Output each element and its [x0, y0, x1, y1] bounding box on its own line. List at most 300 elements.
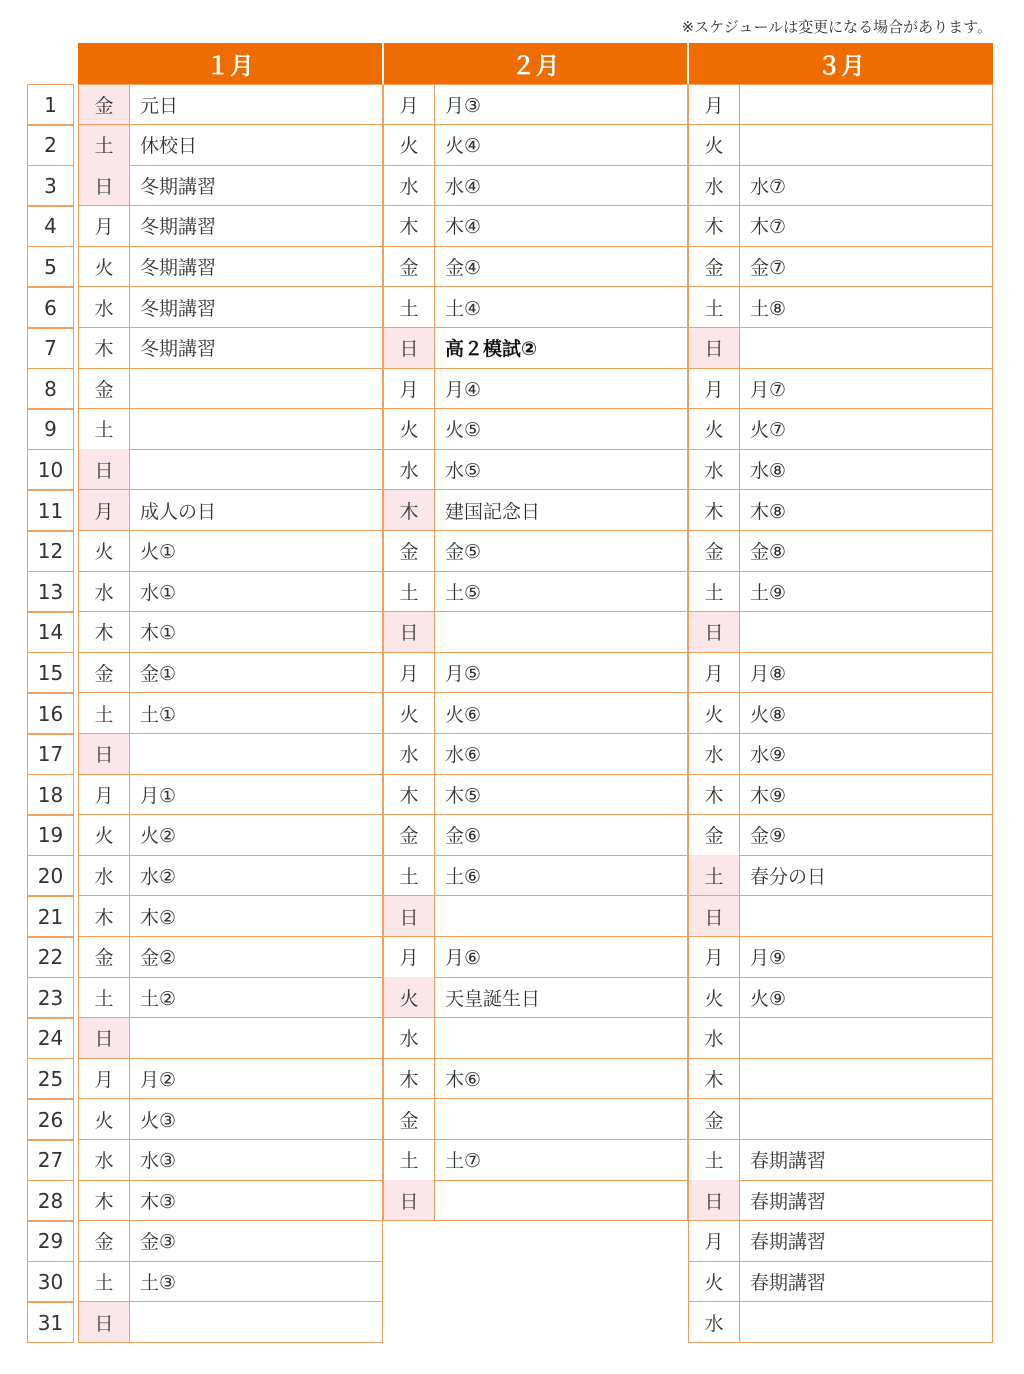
event-cell: 水⑧ [750, 459, 787, 482]
weekday-cell: 金 [384, 1099, 435, 1139]
weekday-cell: 木 [384, 1058, 435, 1098]
event-cell [435, 1099, 687, 1139]
event-cell: 火④ [445, 135, 482, 158]
calendar-row-mar [688, 1058, 993, 1099]
calendar-row-jan [78, 652, 383, 693]
event-cell: 月⑦ [750, 378, 787, 401]
weekday-cell: 月 [79, 206, 130, 246]
event-cell: 水④ [445, 175, 482, 198]
weekday-cell: 月 [689, 937, 740, 977]
weekday-cell: 木 [689, 774, 740, 814]
weekday-cell: 金 [79, 652, 130, 692]
weekday-cell: 火 [79, 531, 130, 571]
calendar-row-jan [78, 815, 383, 856]
day-number: 14 [27, 612, 74, 653]
calendar-row-feb [383, 125, 688, 166]
calendar-row-mar [688, 855, 993, 896]
day-number: 15 [27, 652, 74, 693]
calendar-row-jan [78, 612, 383, 653]
event-cell: 金③ [140, 1231, 177, 1254]
event-cell: 天皇誕生日 [445, 987, 541, 1010]
event-cell: 建国記念日 [445, 500, 541, 523]
calendar-row-mar [688, 206, 993, 247]
calendar-row-jan [78, 449, 383, 490]
calendar-row-jan [78, 1302, 383, 1343]
event-cell: 土④ [445, 297, 482, 320]
calendar-row-mar [688, 328, 993, 369]
weekday-cell: 土 [384, 571, 435, 611]
weekday-cell: 木 [689, 1058, 740, 1098]
weekday-cell: 金 [384, 531, 435, 571]
weekday-cell: 火 [79, 815, 130, 855]
weekday-cell: 日 [79, 734, 130, 774]
event-cell: 月⑤ [445, 662, 482, 685]
weekday-cell: 金 [79, 85, 130, 124]
event-cell: 金⑧ [750, 541, 787, 564]
event-cell: 水⑥ [445, 744, 482, 767]
event-cell: 土② [140, 987, 177, 1010]
weekday-cell: 月 [689, 1221, 740, 1261]
day-number: 9 [27, 409, 74, 450]
weekday-cell: 土 [79, 125, 130, 165]
weekday-cell: 土 [689, 287, 740, 327]
calendar-row-jan [78, 1058, 383, 1099]
event-cell: 火⑤ [445, 419, 482, 442]
weekday-cell: 木 [384, 490, 435, 530]
calendar-row-feb [383, 246, 688, 287]
event-cell: 春分の日 [750, 865, 827, 888]
calendar-row-jan [78, 490, 383, 531]
weekday-cell: 木 [79, 328, 130, 368]
calendar-row-feb [383, 206, 688, 247]
event-cell: 月① [140, 784, 177, 807]
calendar-row-jan [78, 977, 383, 1018]
calendar-row-jan [78, 368, 383, 409]
day-number: 5 [27, 246, 74, 287]
calendar-row-feb [383, 328, 688, 369]
weekday-cell: 火 [689, 409, 740, 449]
calendar-row-jan [78, 774, 383, 815]
calendar-row-mar [688, 734, 993, 775]
weekday-cell: 火 [79, 1099, 130, 1139]
event-cell [130, 734, 382, 774]
event-cell: 木① [140, 622, 177, 645]
event-cell: 冬期講習 [140, 175, 217, 198]
calendar-row-jan [78, 125, 383, 166]
event-cell [740, 1058, 992, 1098]
weekday-cell: 火 [79, 246, 130, 286]
calendar-row-mar [688, 693, 993, 734]
weekday-cell: 日 [384, 1180, 435, 1220]
event-cell [130, 449, 382, 489]
event-cell: 土③ [140, 1271, 177, 1294]
schedule-change-note: ※スケジュールは変更になる場合があります。 [681, 18, 992, 36]
event-cell: 木⑨ [750, 784, 787, 807]
weekday-cell: 木 [79, 1180, 130, 1220]
weekday-cell: 木 [79, 896, 130, 936]
calendar-row-feb [383, 1099, 688, 1140]
calendar-row-jan [78, 531, 383, 572]
event-cell: 月③ [445, 95, 482, 117]
weekday-cell: 水 [689, 1302, 740, 1342]
weekday-cell: 水 [689, 734, 740, 774]
weekday-cell: 日 [689, 612, 740, 652]
day-number: 23 [27, 977, 74, 1018]
weekday-cell: 木 [689, 490, 740, 530]
event-cell: 金⑦ [750, 256, 787, 279]
weekday-cell: 土 [79, 409, 130, 449]
event-cell: 土⑦ [445, 1150, 482, 1173]
calendar-row-jan [78, 1099, 383, 1140]
weekday-cell: 火 [689, 125, 740, 165]
event-cell: 木⑦ [750, 216, 787, 239]
event-cell: 火⑧ [750, 703, 787, 726]
weekday-cell: 日 [384, 896, 435, 936]
calendar-row-mar [688, 409, 993, 450]
calendar-row-mar [688, 1221, 993, 1262]
event-cell: 春期講習 [750, 1231, 827, 1254]
event-cell: 水① [140, 581, 177, 604]
weekday-cell: 月 [689, 368, 740, 408]
calendar-row-mar [688, 1261, 993, 1302]
day-number: 12 [27, 531, 74, 572]
calendar-row-feb [383, 1180, 688, 1221]
calendar-row-feb [383, 409, 688, 450]
event-cell: 春期講習 [750, 1150, 827, 1173]
weekday-cell: 土 [689, 855, 740, 895]
weekday-cell: 月 [384, 652, 435, 692]
calendar-row-feb [383, 815, 688, 856]
day-number: 16 [27, 693, 74, 734]
event-cell: 水⑨ [750, 744, 787, 767]
weekday-cell: 金 [689, 815, 740, 855]
weekday-cell: 日 [384, 328, 435, 368]
weekday-cell: 火 [689, 693, 740, 733]
weekday-cell: 水 [384, 1018, 435, 1058]
event-cell: 火② [140, 825, 177, 848]
weekday-cell: 月 [689, 652, 740, 692]
event-cell: 土① [140, 703, 177, 726]
event-cell [740, 1302, 992, 1342]
weekday-cell: 土 [79, 693, 130, 733]
event-cell [740, 896, 992, 936]
event-cell [740, 1018, 992, 1058]
event-cell [740, 125, 992, 165]
calendar-row-feb [383, 1140, 688, 1181]
calendar-row-jan [78, 693, 383, 734]
event-cell: 金⑥ [445, 825, 482, 848]
weekday-cell: 金 [79, 937, 130, 977]
weekday-cell: 火 [384, 409, 435, 449]
month-header-row [78, 43, 993, 84]
event-cell: 土⑤ [445, 581, 482, 604]
weekday-cell: 金 [79, 1221, 130, 1261]
calendar-row-feb [383, 977, 688, 1018]
event-cell: 冬期講習 [140, 338, 217, 361]
day-number: 26 [27, 1099, 74, 1140]
event-cell: 月⑧ [750, 662, 787, 685]
event-cell [435, 612, 687, 652]
weekday-cell: 金 [384, 815, 435, 855]
calendar-row-feb [383, 490, 688, 531]
calendar-row-mar [688, 449, 993, 490]
weekday-cell: 水 [384, 734, 435, 774]
event-cell: 木⑥ [445, 1068, 482, 1091]
event-cell: 冬期講習 [140, 216, 217, 239]
calendar-row-jan [78, 571, 383, 612]
calendar-row-feb [383, 84, 688, 125]
weekday-cell: 水 [689, 449, 740, 489]
weekday-cell: 土 [79, 1261, 130, 1301]
calendar-row-jan [78, 1140, 383, 1181]
calendar-row-mar [688, 652, 993, 693]
day-number: 11 [27, 490, 74, 531]
event-cell [740, 1099, 992, 1139]
calendar-row-mar [688, 1180, 993, 1221]
event-cell [130, 1302, 382, 1342]
event-cell: 火③ [140, 1109, 177, 1132]
weekday-cell: 金 [384, 246, 435, 286]
calendar-row-jan [78, 1018, 383, 1059]
calendar-row-mar [688, 1140, 993, 1181]
calendar-row-jan [78, 246, 383, 287]
day-number: 13 [27, 571, 74, 612]
event-cell: 水⑦ [750, 175, 787, 198]
day-number: 10 [27, 449, 74, 490]
weekday-cell: 土 [689, 571, 740, 611]
day-number: 28 [27, 1180, 74, 1221]
calendar-row-jan [78, 855, 383, 896]
weekday-cell: 土 [79, 977, 130, 1017]
event-cell: 土⑧ [750, 297, 787, 320]
calendar-row-mar [688, 815, 993, 856]
weekday-cell: 火 [384, 977, 435, 1017]
event-cell: 木④ [445, 216, 482, 239]
calendar-row-feb [383, 612, 688, 653]
day-number: 8 [27, 368, 74, 409]
event-cell: 金① [140, 662, 177, 685]
calendar-row-mar [688, 531, 993, 572]
calendar-row-feb [383, 449, 688, 490]
calendar-row-mar [688, 571, 993, 612]
calendar-row-feb [383, 531, 688, 572]
calendar-row-jan [78, 165, 383, 206]
event-cell: 火⑥ [445, 703, 482, 726]
event-cell [740, 328, 992, 368]
calendar-row-mar [688, 1302, 993, 1343]
calendar-row-mar [688, 246, 993, 287]
event-cell: 成人の日 [140, 500, 217, 523]
weekday-cell: 日 [79, 165, 130, 205]
calendar-row-mar [688, 774, 993, 815]
calendar-row-feb [383, 855, 688, 896]
weekday-cell: 水 [384, 165, 435, 205]
event-cell: 金⑨ [750, 825, 787, 848]
weekday-cell: 水 [79, 855, 130, 895]
weekday-cell: 日 [79, 449, 130, 489]
day-number: 4 [27, 206, 74, 247]
event-cell: 火⑨ [750, 987, 787, 1010]
event-cell: 木③ [140, 1190, 177, 1213]
calendar-row-mar [688, 490, 993, 531]
weekday-cell: 水 [689, 165, 740, 205]
calendar-row-jan [78, 896, 383, 937]
calendar-row-jan [78, 287, 383, 328]
calendar-row-feb [383, 1058, 688, 1099]
calendar-row-mar [688, 1018, 993, 1059]
event-cell: 高２模試② [445, 338, 538, 361]
event-cell: 月⑥ [445, 947, 482, 970]
calendar-row-mar [688, 977, 993, 1018]
day-number: 29 [27, 1221, 74, 1262]
weekday-cell: 日 [79, 1302, 130, 1342]
day-number: 6 [27, 287, 74, 328]
weekday-cell: 日 [79, 1018, 130, 1058]
calendar-row-feb [383, 734, 688, 775]
weekday-cell: 月 [384, 368, 435, 408]
weekday-cell: 日 [689, 328, 740, 368]
day-number: 20 [27, 855, 74, 896]
weekday-cell: 金 [689, 246, 740, 286]
calendar-row-mar [688, 937, 993, 978]
calendar-row-jan [78, 206, 383, 247]
day-number: 24 [27, 1018, 74, 1059]
event-cell: 月② [140, 1068, 177, 1091]
event-cell [130, 368, 382, 408]
weekday-cell: 土 [384, 287, 435, 327]
calendar-row-feb [383, 693, 688, 734]
calendar-row-jan [78, 734, 383, 775]
weekday-cell: 木 [384, 206, 435, 246]
event-cell: 元日 [140, 95, 179, 117]
weekday-cell: 水 [79, 1140, 130, 1180]
weekday-cell: 木 [384, 774, 435, 814]
weekday-cell: 水 [689, 1018, 740, 1058]
event-cell: 土⑥ [445, 865, 482, 888]
event-cell [740, 85, 992, 124]
event-cell: 月⑨ [750, 947, 787, 970]
day-number: 2 [27, 125, 74, 166]
calendar-row-feb [383, 1018, 688, 1059]
weekday-cell: 日 [689, 1180, 740, 1220]
weekday-cell: 月 [384, 85, 435, 124]
weekday-cell: 月 [689, 85, 740, 124]
month-header-feb: ２月 [384, 43, 687, 84]
event-cell: 春期講習 [750, 1271, 827, 1294]
weekday-cell: 水 [79, 287, 130, 327]
calendar-row-feb [383, 896, 688, 937]
event-cell: 木② [140, 906, 177, 929]
event-cell: 休校日 [140, 135, 198, 158]
event-cell [435, 896, 687, 936]
weekday-cell: 土 [384, 855, 435, 895]
day-number: 31 [27, 1302, 74, 1343]
day-number: 22 [27, 937, 74, 978]
day-number: 30 [27, 1261, 74, 1302]
day-number: 3 [27, 165, 74, 206]
weekday-cell: 日 [689, 896, 740, 936]
day-number: 17 [27, 734, 74, 775]
event-cell: 水③ [140, 1150, 177, 1173]
day-number: 27 [27, 1140, 74, 1181]
weekday-cell: 火 [384, 693, 435, 733]
weekday-cell: 金 [689, 1099, 740, 1139]
month-header-mar: ３月 [689, 43, 993, 84]
weekday-cell: 火 [689, 1261, 740, 1301]
calendar-row-jan [78, 1180, 383, 1221]
weekday-cell: 月 [384, 937, 435, 977]
weekday-cell: 土 [689, 1140, 740, 1180]
calendar-row-mar [688, 125, 993, 166]
event-cell [740, 612, 992, 652]
weekday-cell: 金 [689, 531, 740, 571]
calendar-row-feb [383, 368, 688, 409]
weekday-cell: 火 [689, 977, 740, 1017]
calendar-row-mar [688, 165, 993, 206]
event-cell: 春期講習 [750, 1190, 827, 1213]
calendar-row-mar [688, 1099, 993, 1140]
weekday-cell: 火 [384, 125, 435, 165]
calendar-row-jan [78, 937, 383, 978]
calendar-row-jan [78, 1221, 383, 1262]
calendar-row-jan [78, 328, 383, 369]
calendar-row-mar [688, 368, 993, 409]
calendar-row-feb [383, 571, 688, 612]
calendar-row-mar [688, 84, 993, 125]
weekday-cell: 水 [384, 449, 435, 489]
event-cell: 冬期講習 [140, 256, 217, 279]
day-number: 25 [27, 1058, 74, 1099]
event-cell: 木⑤ [445, 784, 482, 807]
calendar-row-feb [383, 287, 688, 328]
calendar-row-feb [383, 652, 688, 693]
weekday-cell: 木 [79, 612, 130, 652]
event-cell: 金④ [445, 256, 482, 279]
calendar-row-feb [383, 165, 688, 206]
calendar-row-jan [78, 84, 383, 125]
weekday-cell: 水 [79, 571, 130, 611]
calendar-row-feb [383, 774, 688, 815]
event-cell [130, 1018, 382, 1058]
calendar-row-feb [383, 937, 688, 978]
weekday-cell: 土 [384, 1140, 435, 1180]
event-cell: 火⑦ [750, 419, 787, 442]
calendar-row-jan [78, 409, 383, 450]
event-cell: 金② [140, 947, 177, 970]
day-number: 18 [27, 774, 74, 815]
event-cell: 水② [140, 865, 177, 888]
weekday-cell: 月 [79, 774, 130, 814]
event-cell: 土⑨ [750, 581, 787, 604]
day-number: 1 [27, 84, 74, 125]
weekday-cell: 木 [689, 206, 740, 246]
weekday-cell: 金 [79, 368, 130, 408]
event-cell [130, 409, 382, 449]
event-cell [435, 1018, 687, 1058]
calendar-row-jan [78, 1261, 383, 1302]
month-header-jan: １月 [78, 43, 382, 84]
weekday-cell: 月 [79, 1058, 130, 1098]
calendar-row-mar [688, 287, 993, 328]
day-number: 19 [27, 815, 74, 856]
event-cell [435, 1180, 687, 1220]
day-number: 7 [27, 328, 74, 369]
event-cell: 冬期講習 [140, 297, 217, 320]
event-cell: 金⑤ [445, 541, 482, 564]
weekday-cell: 月 [79, 490, 130, 530]
event-cell: 木⑧ [750, 500, 787, 523]
calendar-row-mar [688, 612, 993, 653]
